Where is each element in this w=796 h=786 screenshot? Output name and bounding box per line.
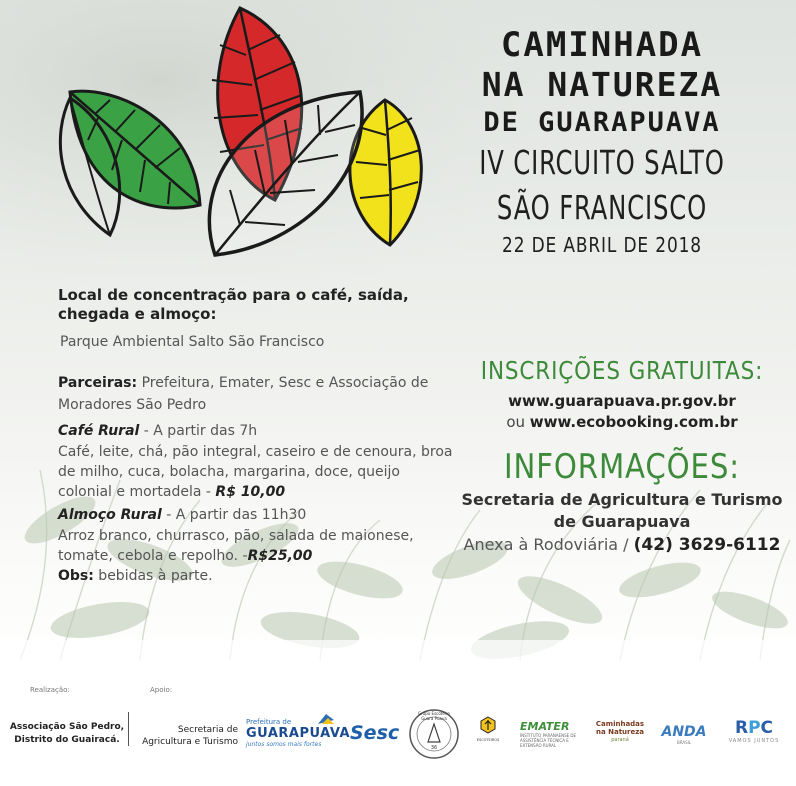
- rpc-c: C: [760, 718, 774, 738]
- url-ecobooking[interactable]: [452, 412, 792, 433]
- subtitle-line-2: SÃO FRANCISCO: [496, 187, 708, 227]
- almoco-label: Almoço Rural: [58, 507, 162, 523]
- anda-brasil-logo: [656, 724, 712, 745]
- associacao-sao-pedro: Associação São Pedro, Distrito do Guairacá.: [9, 722, 125, 745]
- concentracao-value: Parque Ambiental Salto São Francisco: [60, 334, 325, 350]
- guara-flag-icon: [316, 712, 336, 726]
- subtitle-line-1: IV CIRCUITO SALTO: [479, 143, 725, 182]
- footer-divider: [128, 712, 129, 746]
- sec-agri-line-1: Secretaria de: [177, 725, 238, 735]
- rpc-r: R: [734, 718, 749, 738]
- green-leaf-icon: [70, 91, 200, 208]
- anda-name: ANDA: [661, 724, 707, 740]
- almoco-items: Arroz branco, churrasco, pão, salada de maionese, tomate, cebola e repolho. -: [58, 528, 414, 564]
- obs-note: [58, 566, 458, 586]
- parceiras-value: Prefeitura, Emater, Sesc e Associação de Moradores São Pedro: [58, 375, 429, 413]
- sponsors-footer: [0, 676, 796, 786]
- informacoes-title: INFORMAÇÕES:: [503, 447, 740, 487]
- url-guarapuava[interactable]: [452, 391, 792, 412]
- emater-logo: [520, 720, 590, 748]
- emater-name: EMATER: [520, 720, 570, 733]
- emater-sub: INSTITUTO PARANAENSE DE ASSISTÊNCIA TÉCNICA E EXTENSÃO RURAL: [520, 733, 577, 748]
- secretaria-agricultura-logo: [138, 724, 238, 748]
- escoteiros-do-brasil-logo: [476, 716, 500, 742]
- realizacao-label: Realização:: [30, 686, 70, 694]
- cafe-price: R$ 10,00: [215, 484, 286, 500]
- almoco-price: R$25,00: [247, 548, 313, 564]
- rpc-mark: [726, 718, 782, 738]
- rpc-logo: [726, 718, 782, 744]
- url-ecobooking-text[interactable]: www.ecobooking.com.br: [529, 413, 738, 431]
- obs-value: bebidas à parte.: [93, 568, 213, 584]
- cafe-label: Café Rural: [58, 423, 140, 439]
- cafe-heading: [58, 420, 458, 442]
- escoteiros-fleur-icon: [479, 716, 497, 734]
- cafe-items: Café, leite, chá, pão integral, caseiro e de cenoura, broa de milho, cuca, bolacha, margarina, doce, queijo colonial e mortadela -: [58, 444, 453, 500]
- apoio-label: Apoio:: [150, 686, 173, 694]
- contact-line: [452, 535, 792, 555]
- escoteiro-logo: [408, 708, 460, 760]
- parceiras: [58, 372, 458, 416]
- registration-info: [452, 356, 792, 555]
- escoteiro-num: 36: [430, 745, 438, 751]
- title-line-1: CAMINHADA: [500, 25, 704, 65]
- anda-sub: BRASIL: [676, 740, 692, 745]
- cafe-menu: [58, 442, 458, 502]
- caminhadas-line-3: paraná: [611, 737, 629, 743]
- parceiras-label: Parceiras:: [58, 375, 138, 391]
- title-block: [452, 25, 752, 258]
- caminhadas-natureza-logo: [594, 720, 646, 744]
- phone-number[interactable]: (42) 3629-6112: [633, 535, 781, 555]
- title-line-3: DE GUARAPUAVA: [483, 107, 721, 138]
- event-date: 22 DE ABRIL DE 2018: [502, 233, 702, 258]
- guara-name: GUARAPUAVA: [246, 726, 351, 741]
- anexa-text: Anexa à Rodoviária /: [463, 535, 634, 554]
- title-line-2: NA NATUREZA: [481, 65, 723, 104]
- obs-label: Obs:: [58, 568, 94, 584]
- leaves-illustration: [40, 0, 440, 270]
- escoteiro-name: Grupo Escoteiro Guara Puava: [418, 711, 450, 721]
- secretaria-name: Secretaria de Agricultura e Turismo de Guarapuava: [461, 490, 783, 531]
- guara-slogan: juntos somos mais fortes: [246, 741, 322, 748]
- rpc-sub: VAMOS JUNTOS: [728, 738, 780, 744]
- event-info: [58, 286, 458, 586]
- almoco-heading: [58, 504, 458, 526]
- sesc-logo: Sesc: [350, 722, 400, 744]
- concentracao-label: Local de concentração para o café, saída, chegada e almoço:: [58, 286, 409, 323]
- prefeitura-guarapuava-logo: [246, 718, 351, 748]
- almoco-time: - A partir das 11h30: [161, 507, 307, 523]
- escoteiros-label: ESCOTEIROS: [476, 738, 500, 742]
- almoco-menu: [58, 526, 458, 566]
- caminhadas-line-1: Caminhadas: [595, 720, 645, 728]
- caminhadas-line-2: na Natureza: [595, 728, 645, 736]
- ou-text: ou: [506, 413, 530, 431]
- rpc-p: P: [748, 718, 761, 738]
- sec-agri-line-2: Agricultura e Turismo: [142, 737, 238, 747]
- url-guarapuava-text[interactable]: www.guarapuava.pr.gov.br: [508, 392, 736, 410]
- inscricoes-title: INSCRIÇÕES GRATUITAS:: [480, 356, 764, 385]
- cafe-time: - A partir das 7h: [139, 423, 258, 439]
- guara-pref: Prefeitura de: [246, 718, 292, 726]
